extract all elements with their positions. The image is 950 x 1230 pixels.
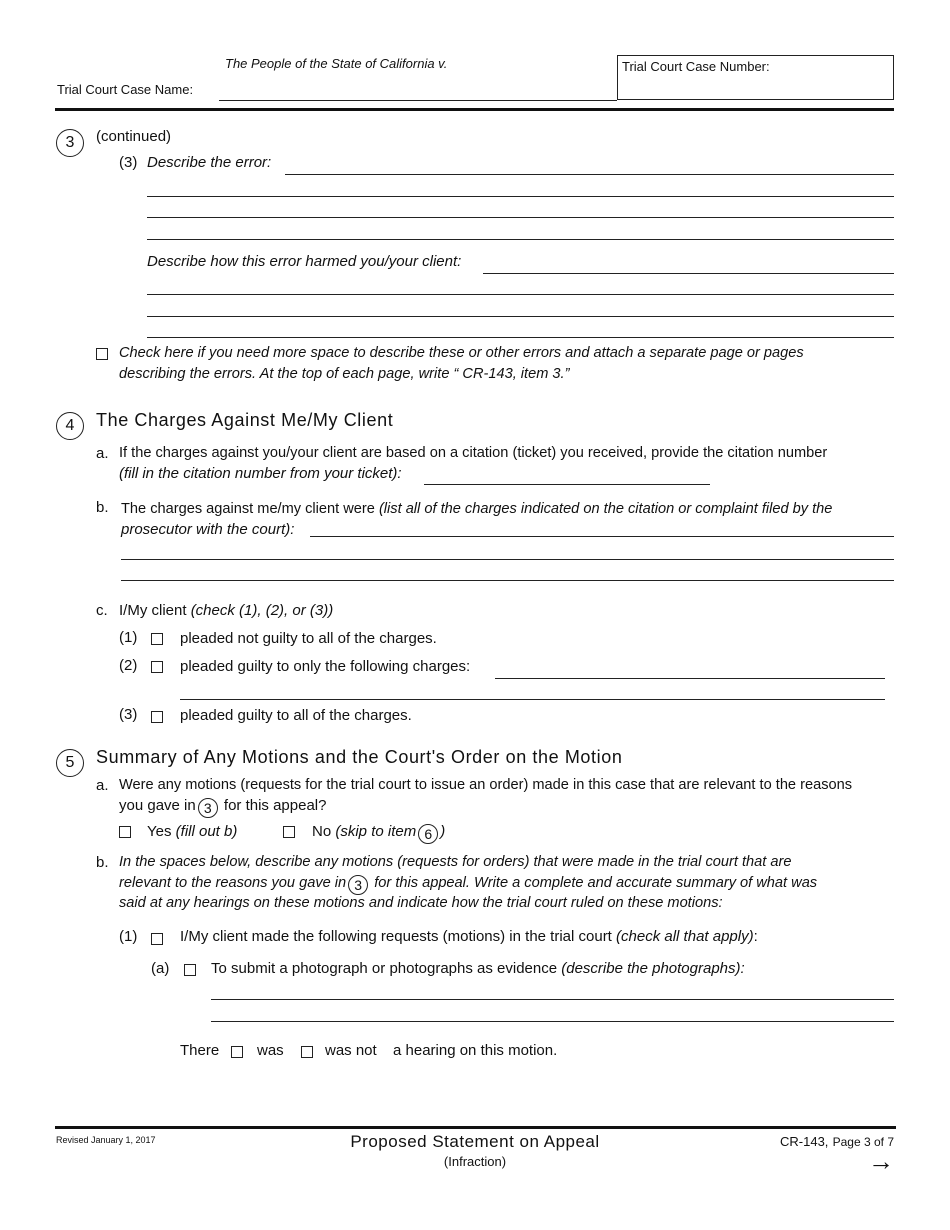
motions-no-label [312, 823, 445, 844]
item-4a-hint: (fill in the citation number from your ticket): [119, 465, 402, 482]
item-3-number: (3) [119, 154, 138, 171]
section-3-continued: (continued) [96, 128, 172, 145]
section-5-title: Summary of Any Motions and the Court's Order on the Motion [96, 747, 623, 767]
item-ref-3: 3 [198, 798, 218, 818]
item-5a-text-2 [119, 797, 326, 818]
photograph-plain: To submit a photograph or photographs as evidence [211, 960, 562, 977]
motions-no-checkbox[interactable] [283, 826, 295, 838]
option-1-number: (1) [119, 629, 138, 646]
hearing-text: a hearing on this motion. [393, 1042, 558, 1059]
item-5a-pre: you gave in [119, 797, 196, 814]
item-5a-letter: a. [96, 777, 109, 794]
yes-label: Yes [147, 823, 172, 840]
not-guilty-checkbox[interactable] [151, 633, 163, 645]
case-name-label: Trial Court Case Name: [57, 82, 194, 97]
hearing-was-checkbox[interactable] [231, 1046, 243, 1058]
photograph-label [211, 960, 745, 977]
no-label: No [312, 823, 332, 840]
section-5-number: 5 [56, 749, 84, 777]
more-space-checkbox[interactable] [96, 348, 108, 360]
there-label: There [180, 1042, 220, 1059]
more-space-text: describing the errors. At the top of each page, write “ CR-143, item 3.” [119, 366, 570, 382]
hearing-was-not-checkbox[interactable] [301, 1046, 313, 1058]
item-5b1a-number: (a) [151, 960, 170, 977]
describe-error-label: Describe the error: [147, 154, 272, 171]
item-5b-text: In the spaces below, describe any motions (requests for orders) that were made in the trial court that are [119, 854, 792, 870]
item-5a-text: Were any motions (requests for the trial court to issue an order) made in this case that are relevant to the reasons [119, 777, 853, 793]
guilty-charges-line[interactable] [495, 678, 885, 679]
no-hint-post: ) [440, 823, 446, 840]
describe-error-line[interactable] [147, 217, 894, 218]
item-4a-text: If the charges against you/your client are based on a citation (ticket) you received, provide the citation number [119, 445, 828, 461]
hearing-was-label: was [257, 1042, 284, 1059]
people-label: The People of the State of California v. [225, 56, 448, 71]
not-guilty-label: pleaded not guilty to all of the charges. [180, 630, 437, 647]
photograph-line[interactable] [211, 1021, 894, 1022]
describe-harm-line[interactable] [147, 337, 894, 338]
photograph-line[interactable] [211, 999, 894, 1000]
describe-harm-line[interactable] [483, 273, 894, 274]
b1-italic: (check all that apply) [616, 928, 754, 945]
describe-harm-line[interactable] [147, 294, 894, 295]
item-4b-plain: The charges against me/my client were [121, 501, 379, 517]
hearing-was-not-label: was not [325, 1042, 377, 1059]
revised-date: Revised January 1, 2017 [56, 1135, 156, 1145]
guilty-all-checkbox[interactable] [151, 711, 163, 723]
item-4c-letter: c. [96, 602, 108, 619]
item-ref-3b: 3 [348, 875, 368, 895]
motions-yes-checkbox[interactable] [119, 826, 131, 838]
item-4c-italic: (check (1), (2), or (3)) [190, 602, 334, 619]
b1-plain: I/My client made the following requests (motions) in the trial court [180, 928, 617, 945]
describe-harm-label: Describe how this error harmed you/your client: [147, 253, 462, 270]
describe-harm-line[interactable] [147, 316, 894, 317]
item-5a-post: for this appeal? [223, 797, 327, 814]
item-4c-text [119, 602, 333, 619]
no-hint-pre: (skip to item [335, 823, 417, 840]
item-4b-italic: (list all of the charges indicated on the citation or complaint filed by the [378, 501, 833, 517]
footer-title-block [300, 1132, 650, 1169]
case-name-field[interactable] [219, 100, 617, 101]
motions-yes-label [147, 823, 237, 840]
describe-error-line[interactable] [147, 196, 894, 197]
header-rule [55, 108, 894, 111]
describe-error-line[interactable] [285, 174, 894, 175]
photograph-italic: (describe the photographs): [561, 960, 745, 977]
yes-hint: (fill out b) [175, 823, 238, 840]
footer-title: Proposed Statement on Appeal [350, 1132, 600, 1151]
section-4-title: The Charges Against Me/My Client [96, 410, 394, 430]
guilty-all-label: pleaded guilty to all of the charges. [180, 707, 412, 724]
item-5b-post: for this appeal. Write a complete and accurate summary of what was [374, 875, 818, 891]
item-4b-letter: b. [96, 499, 109, 516]
made-requests-label [180, 928, 758, 945]
item-5b-text-3: said at any hearings on these motions and indicate how the trial court ruled on these motions: [119, 895, 723, 911]
item-4c-plain: I/My client [119, 602, 191, 619]
option-2-number: (2) [119, 657, 138, 674]
case-number-label: Trial Court Case Number: [622, 59, 770, 74]
item-4b-text-2: prosecutor with the court): [121, 521, 295, 538]
item-4b-text [121, 501, 832, 517]
describe-error-line[interactable] [147, 239, 894, 240]
next-page-arrow-icon[interactable]: → [868, 1146, 894, 1176]
section-3-number: 3 [56, 129, 84, 157]
case-number-box[interactable] [617, 55, 894, 100]
charges-line[interactable] [121, 559, 894, 560]
photograph-checkbox[interactable] [184, 964, 196, 976]
item-ref-6: 6 [418, 824, 438, 844]
charges-line[interactable] [121, 580, 894, 581]
form-id: CR-143, [780, 1134, 829, 1149]
no-hint [335, 823, 445, 840]
option-3-number: (3) [119, 706, 138, 723]
item-5b-text-2 [119, 875, 817, 895]
item-5b1-number: (1) [119, 928, 138, 945]
guilty-some-checkbox[interactable] [151, 661, 163, 673]
section-4-number: 4 [56, 412, 84, 440]
more-space-text: Check here if you need more space to describe these or other errors and attach a separate page or pages [119, 345, 804, 361]
footer-subtitle: (Infraction) [443, 1154, 507, 1169]
charges-line[interactable] [310, 536, 894, 537]
made-requests-checkbox[interactable] [151, 933, 163, 945]
citation-number-field[interactable] [424, 484, 710, 485]
page-number: Page 3 of 7 [832, 1135, 894, 1149]
b1-colon: : [753, 928, 758, 945]
guilty-charges-line[interactable] [180, 699, 885, 700]
guilty-some-label: pleaded guilty to only the following charges: [180, 658, 471, 675]
footer-rule [55, 1126, 896, 1129]
item-5b-letter: b. [96, 854, 109, 871]
item-4a-letter: a. [96, 445, 109, 462]
item-5b-pre: relevant to the reasons you gave in [119, 875, 347, 891]
